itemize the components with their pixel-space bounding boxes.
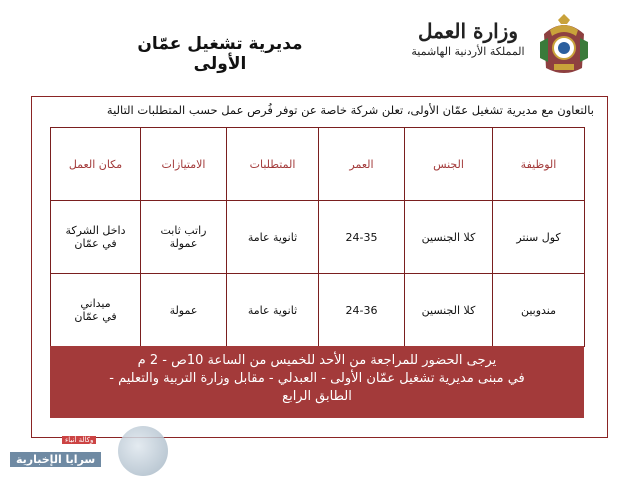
header-job-title: الوظيفة <box>493 128 585 201</box>
cell-job-title: مندوبين <box>493 274 585 347</box>
header-age: العمر <box>319 128 405 201</box>
ministry-logo-text <box>398 18 538 68</box>
page-title: مديرية تشغيل عمّان الأولى <box>137 34 303 74</box>
notice-banner <box>50 346 584 418</box>
table-row <box>51 274 585 347</box>
jobs-table <box>50 127 585 347</box>
table-row <box>51 201 585 274</box>
watermark-site-name: سرايا الإخبارية <box>10 452 101 467</box>
watermark <box>0 424 190 479</box>
intro-text: بالتعاون مع مديرية تشغيل عمّان الأولى، تعلن شركة خاصة عن توفر فُرص عمل حسب المتطلبات التالية <box>106 103 594 117</box>
header-benefits: الامتيازات <box>141 128 227 201</box>
cell-gender: كلا الجنسين <box>405 274 493 347</box>
kingdom-name: المملكة الأردنية الهاشمية <box>411 45 525 58</box>
header <box>0 0 640 90</box>
cell-age: 24-35 <box>319 201 405 274</box>
cell-job-title: كول سنتر <box>493 201 585 274</box>
cell-work-location: ميداني في عمّان <box>51 274 141 347</box>
notice-line-floor: الطابق الرابع <box>282 389 352 404</box>
cell-requirements: ثانوية عامة <box>227 201 319 274</box>
header-gender: الجنس <box>405 128 493 201</box>
notice-line-address: في مبنى مديرية تشغيل عمّان الأولى - العبدلي - مقابل وزارة التربية والتعليم - <box>109 371 525 386</box>
table-header-row <box>51 128 585 201</box>
header-work-location: مكان العمل <box>51 128 141 201</box>
cell-benefits: راتب ثابت عمولة <box>141 201 227 274</box>
ministry-name: وزارة العمل <box>418 19 518 43</box>
cell-work-location: داخل الشركة في عمّان <box>51 201 141 274</box>
jordan-coat-of-arms-icon <box>536 12 592 80</box>
cell-gender: كلا الجنسين <box>405 201 493 274</box>
cell-requirements: ثانوية عامة <box>227 274 319 347</box>
header-requirements: المتطلبات <box>227 128 319 201</box>
cell-benefits: عمولة <box>141 274 227 347</box>
watermark-logo-icon <box>118 426 168 476</box>
cell-age: 24-36 <box>319 274 405 347</box>
notice-line-hours: يرجى الحضور للمراجعة من الأحد للخميس من الساعة 10ص - 2 م <box>137 353 497 368</box>
watermark-agency-label: وكالة أنباء <box>62 436 96 444</box>
